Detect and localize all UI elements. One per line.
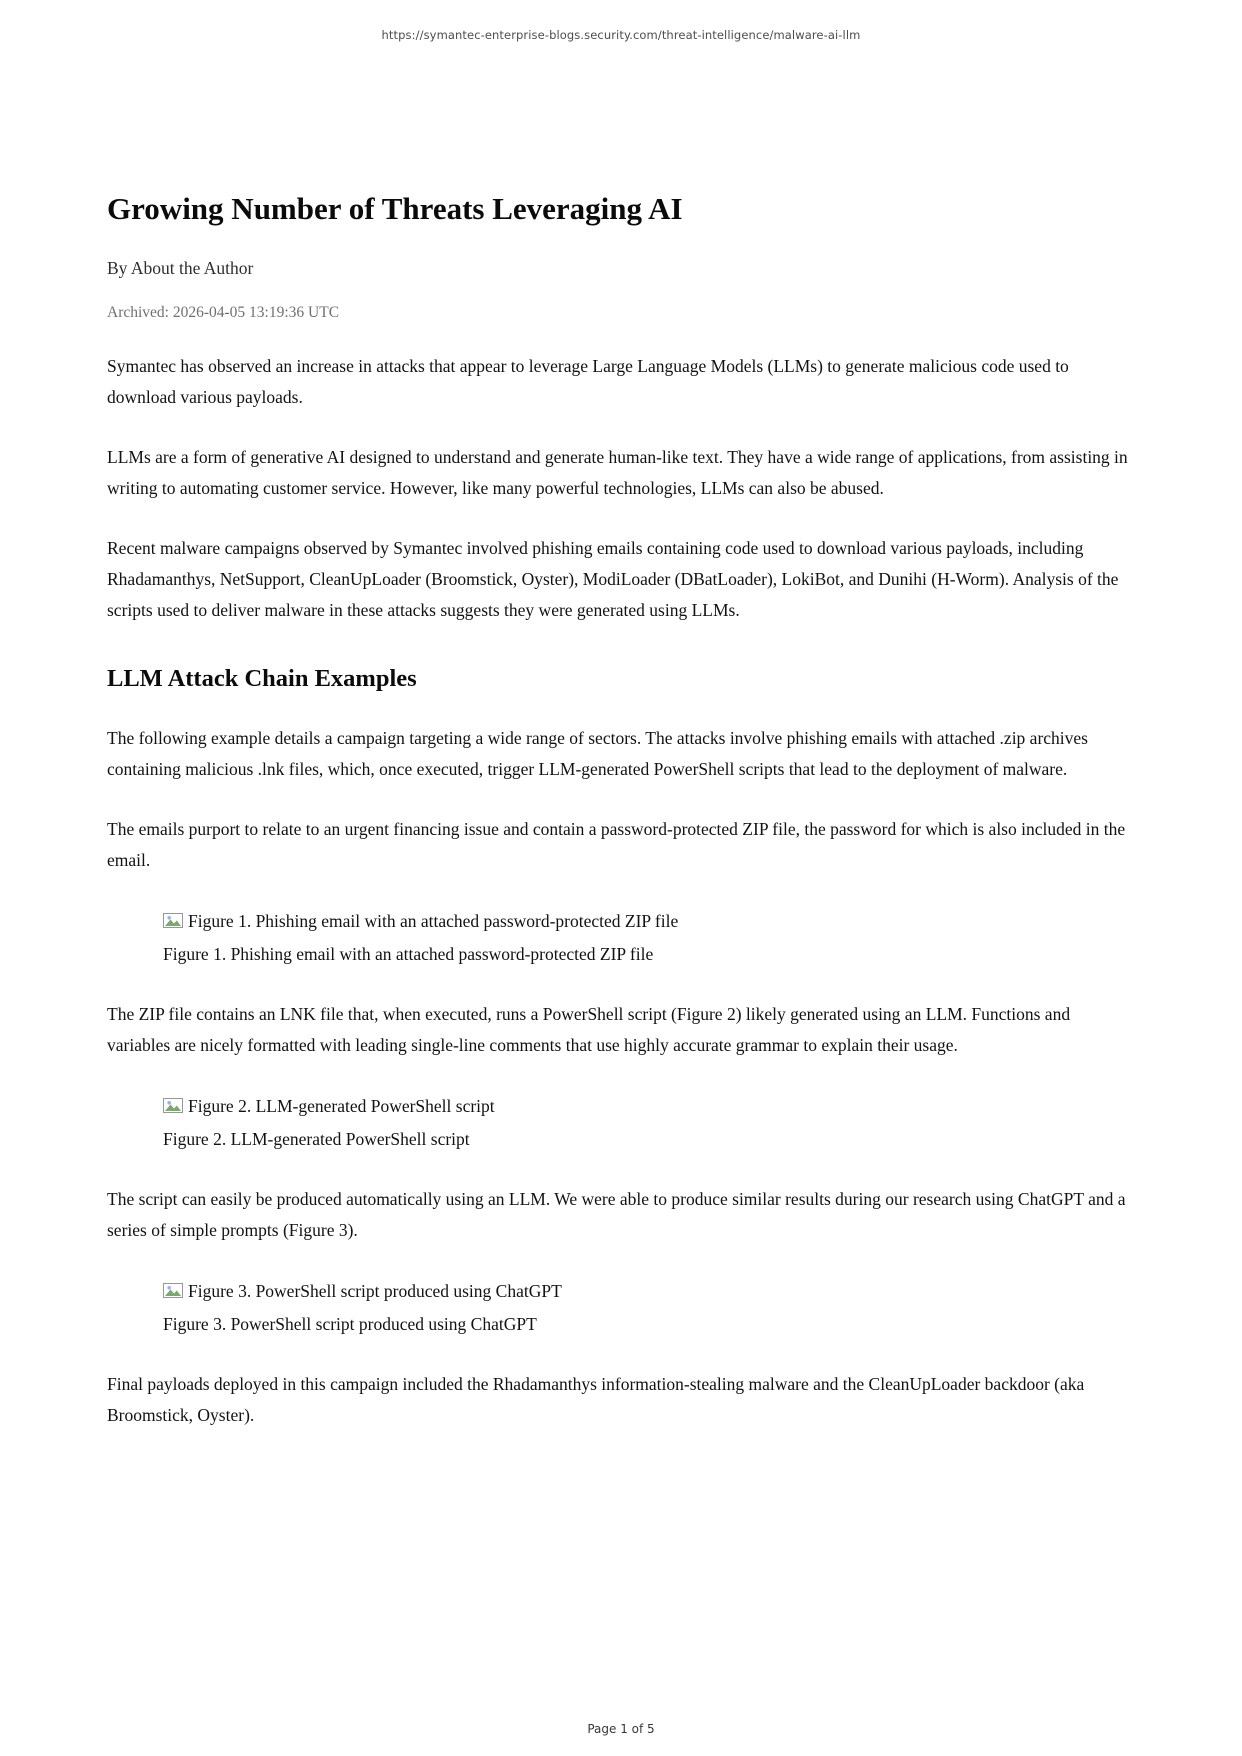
archived-timestamp: Archived: 2026-04-05 13:19:36 UTC [107,304,340,322]
figure-block [163,1275,1135,1340]
page-header-url: https://symantec-enterprise-blogs.security.com/threat-intelligence/malware-ai-llm [381,28,861,42]
body-paragraph: The following example details a campaign targeting a wide range of sectors. The attacks involve phishing emails with attached .zip archives containing malicious .lnk files, which, once executed, trigger LLM-generated PowerShell scripts that lead to the deployment of malware. [107,727,1088,779]
body-paragraph: Final payloads deployed in this campaign included the Rhadamanthys information-stealing malware and the CleanUpLoader backdoor (aka Broomstick, Oyster). [107,1373,1085,1425]
section-heading: LLM Attack Chain Examples [107,665,417,693]
figure-alt-line [163,1090,1135,1122]
figure-caption: Figure 2. LLM-generated PowerShell script [163,1128,470,1149]
article-byline: By About the Author [107,258,254,279]
figure-block [163,905,1135,970]
broken-image-icon [163,1098,183,1113]
body-paragraph: Symantec has observed an increase in attacks that appear to leverage Large Language Models (LLMs) to generate malicious code used to download various payloads. [107,356,1069,408]
figure-block [163,1090,1135,1155]
figure-alt-line [163,905,1135,937]
broken-image-icon [163,913,183,928]
figure-caption: Figure 1. Phishing email with an attached password-protected ZIP file [163,943,654,964]
body-paragraph: Recent malware campaigns observed by Symantec involved phishing emails containing code used to download various payloads, including Rhadamanthys, NetSupport, CleanUpLoader (Broomstick, Oyster), ModiLoader (DBatLoader), LokiBot, and Dunihi (H-Worm). Analysis of the scripts used to deliver malware in these attacks suggests they were generated using LLMs. [107,538,1119,621]
article-title: Growing Number of Threats Leveraging AI [107,191,683,226]
figure-alt-text: Figure 2. LLM-generated PowerShell script [188,1095,495,1116]
body-paragraph: LLMs are a form of generative AI designed to understand and generate human-like text. They have a wide range of applications, from assisting in writing to automating customer service. However, like many powerful technologies, LLMs can also be abused. [107,447,1128,499]
figure-alt-text: Figure 3. PowerShell script produced using ChatGPT [188,1280,562,1301]
page-number: Page 1 of 5 [587,1722,655,1736]
body-paragraph: The script can easily be produced automatically using an LLM. We were able to produce similar results during our research using ChatGPT and a series of simple prompts (Figure 3). [107,1188,1126,1240]
body-paragraph: The ZIP file contains an LNK file that, when executed, runs a PowerShell script (Figure 2) likely generated using an LLM. Functions and variables are nicely formatted with leading single-line comments that use highly accurate grammar to explain their usage. [107,1003,1071,1055]
figure-alt-line [163,1275,1135,1307]
figure-alt-text: Figure 1. Phishing email with an attached password-protected ZIP file [188,910,679,931]
broken-image-icon [163,1283,183,1298]
figure-caption: Figure 3. PowerShell script produced using ChatGPT [163,1313,537,1334]
body-paragraph: The emails purport to relate to an urgent financing issue and contain a password-protected ZIP file, the password for which is also included in the email. [107,818,1126,870]
